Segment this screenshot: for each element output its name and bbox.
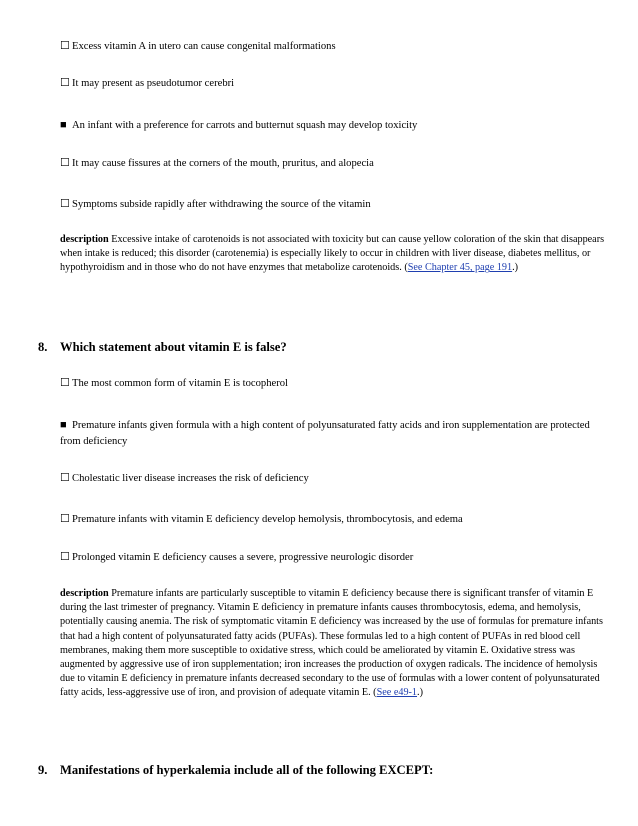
checkbox-filled-icon[interactable]: ■ — [60, 419, 67, 431]
description-end: .) — [512, 262, 519, 274]
option-text: It may present as pseudotumor cerebri — [72, 78, 235, 89]
reference-link[interactable]: See e49-1 — [376, 687, 418, 699]
question-text: Manifestations of hyperkalemia include all of the following EXCEPT: — [60, 763, 434, 777]
option-text: Premature infants with vitamin E deficiency develop hemolysis, thrombocytosis, and edema — [72, 514, 463, 525]
option-text: Premature infants given formula with a high content of polyunsaturated fatty acids and iron supplementation are protected from deficiency — [60, 420, 590, 447]
checkbox-icon[interactable]: ☐ — [60, 551, 70, 563]
description-text: Excessive intake of carotenoids is not associated with toxicity but can cause yellow coloration of the skin that disappears when intake is reduced; this disorder (carotenemia) is especially likely to occur in children with liver disease, diabetes mellitus, or hypothyroidism and in those who do not have enzymes that metabolize carotenoids. ( — [60, 234, 605, 274]
q8-option-3[interactable] — [60, 470, 610, 487]
question-number: 8. — [38, 340, 48, 354]
option-text: Cholestatic liver disease increases the risk of deficiency — [72, 473, 309, 484]
question-number: 9. — [38, 763, 48, 777]
chapter-link[interactable]: See Chapter 45, page 191 — [407, 262, 513, 274]
checkbox-icon[interactable]: ☐ — [60, 377, 70, 389]
description-label: description — [60, 234, 109, 245]
checkbox-icon[interactable]: ☐ — [60, 77, 70, 89]
description-label: description — [60, 588, 109, 599]
option-text: It may cause fissures at the corners of the mouth, pruritus, and alopecia — [72, 158, 374, 169]
q7-option-4[interactable] — [60, 155, 610, 172]
q8-description — [60, 587, 610, 701]
option-text: The most common form of vitamin E is tocopherol — [72, 378, 288, 389]
description-text: Premature infants are particularly susceptible to vitamin E deficiency because there is significant transfer of vitamin E during the last trimester of pregnancy. Vitamin E deficiency in premature infants causes thrombocytosis, edema, and hemolysis, potentially causing anemia. The risk of symptomatic vitamin E deficiency was increased by the use of formulas for premature infants that had a high content of polyunsaturated fatty acids (PUFAs). These formulas led to a high content of PUFAs in red blood cell membranes, making them more susceptible to oxidative stress, which could be ameliorated by vitamin E. Oxidative stress was augmented by aggressive use of iron supplementation; iron increases the production of oxygen radicals. The incidence of hemolysis due to vitamin E deficiency in premature infants decreased secondary to the use of formulas with a lower content of polyunsaturated fatty acids, less-aggressive use of iron, and provision of adequate vitamin E. ( — [60, 588, 603, 699]
option-text: An infant with a preference for carrots and butternut squash may develop toxicity — [72, 120, 418, 131]
checkbox-icon[interactable]: ☐ — [60, 513, 70, 525]
checkbox-icon[interactable]: ☐ — [60, 157, 70, 169]
q7-description — [60, 233, 610, 276]
option-text: Excess vitamin A in utero can cause congenital malformations — [72, 41, 336, 52]
q8-option-2[interactable] — [60, 417, 610, 450]
checkbox-icon[interactable]: ☐ — [60, 472, 70, 484]
q8-option-4[interactable] — [60, 511, 610, 528]
checkbox-filled-icon[interactable]: ■ — [60, 119, 67, 131]
description-end: .) — [417, 687, 423, 699]
checkbox-icon[interactable]: ☐ — [60, 40, 70, 52]
q7-option-3[interactable] — [60, 117, 610, 134]
q8-question — [38, 339, 618, 355]
q8-option-1[interactable] — [60, 375, 610, 392]
option-text: Prolonged vitamin E deficiency causes a severe, progressive neurologic disorder — [72, 552, 414, 563]
q9-question — [38, 762, 618, 778]
option-text: Symptoms subside rapidly after withdrawing the source of the vitamin — [72, 199, 371, 210]
question-text: Which statement about vitamin E is false? — [60, 340, 287, 354]
q7-option-2[interactable] — [60, 75, 610, 92]
q8-option-5[interactable] — [60, 549, 610, 566]
checkbox-icon[interactable]: ☐ — [60, 198, 70, 210]
q7-option-5[interactable] — [60, 196, 610, 213]
q7-option-1[interactable] — [60, 38, 610, 55]
